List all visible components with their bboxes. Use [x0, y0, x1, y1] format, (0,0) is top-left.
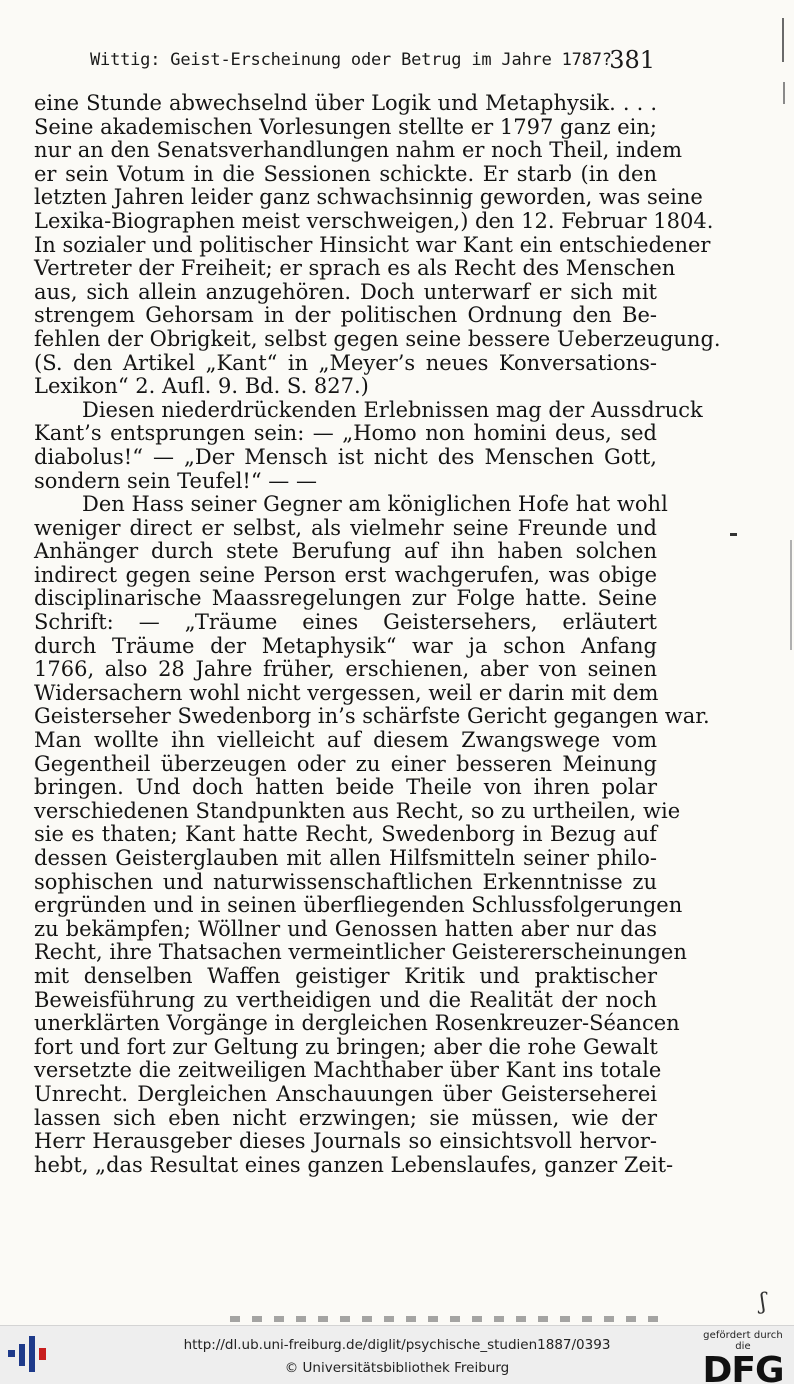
text-line: sophischen und naturwissenschaftlichen Erkenntnisse zu	[34, 869, 657, 894]
text-line: bringen. Und doch hatten beide Theile von ihren polar	[34, 775, 657, 800]
viewer-footer	[0, 1325, 794, 1391]
running-title: Wittig: Geist-Erscheinung oder Betrug im Jahre 1787?	[90, 50, 612, 70]
text-line: aus, sich allein anzugehören. Doch unterwarf er sich mit	[34, 279, 657, 304]
text-line: Schrift: — „Träume eines Geistersehers, erläutert	[34, 610, 657, 635]
text-line: Diesen niederdrückenden Erlebnissen mag der Aussdruck	[82, 397, 703, 422]
dfg-funder-logo	[700, 1328, 786, 1391]
text-line: er sein Votum in die Sessionen schickte. Er starb (in den	[34, 161, 657, 186]
running-header	[90, 44, 665, 78]
text-line: Recht, ihre Thatsachen vermeintlicher Geistererscheinungen	[34, 940, 687, 965]
text-line: Lexika-Biographen meist verschweigen,) den 12. Februar 1804.	[34, 208, 714, 233]
text-line: Herr Herausgeber dieses Journals so einsichtsvoll hervor-	[34, 1129, 657, 1154]
text-line: verschiedenen Standpunkten aus Recht, so zu urtheilen, wie	[34, 798, 681, 823]
text-line: versetzte die zeitweiligen Machthaber über Kant ins totale	[34, 1058, 662, 1083]
text-line: lassen sich eben nicht erzwingen; sie müssen, wie der	[34, 1105, 657, 1130]
funder-logo-text: DFG	[702, 1350, 784, 1391]
funder-caption: gefördert durch die	[703, 1330, 783, 1352]
text-line: zu bekämpfen; Wöllner und Genossen hatten aber nur das	[34, 916, 657, 941]
text-line: Beweisführung zu vertheidigen und die Realität der noch	[34, 987, 657, 1012]
text-line: strengem Gehorsam in der politischen Ordnung den Be-	[34, 303, 657, 328]
text-line: Anhänger durch stete Berufung auf ihn haben solchen	[34, 539, 657, 564]
text-line: dessen Geisterglauben mit allen Hilfsmitteln seiner philo-	[34, 846, 657, 870]
text-line: Man wollte ihn vielleicht auf diesem Zwangswege vom	[34, 728, 657, 753]
scan-mark	[783, 82, 788, 104]
text-line: (S. den Artikel „Kant“ in „Meyer’s neues Konversations-	[34, 350, 657, 375]
text-line: sondern sein Teufel!“ — —	[34, 468, 317, 493]
text-line: 1766, also 28 Jahre früher, erschienen, aber von seinen	[34, 657, 657, 682]
text-line: disciplinarische Maassregelungen zur Folge hatte. Seine	[34, 586, 657, 611]
text-line: indirect gegen seine Person erst wachgerufen, was obige	[34, 562, 657, 587]
scan-mark	[782, 18, 790, 62]
text-line: letzten Jahren leider ganz schwachsinnig geworden, was seine	[34, 185, 703, 210]
body-text	[34, 91, 721, 1177]
text-line: In sozialer und politischer Hinsicht war Kant ein entschiedener	[34, 232, 711, 257]
text-line: ergründen und in seinen überfliegenden Schlussfolgerungen	[34, 893, 683, 918]
text-line: Kant’s entsprungen sein: — „Homo non homini deus, sed	[34, 421, 657, 446]
text-line: hebt, „das Resultat eines ganzen Lebenslaufes, ganzer Zeit-	[34, 1152, 674, 1177]
text-line: fort und fort zur Geltung zu bringen; aber die rohe Gewalt	[34, 1034, 658, 1059]
text-line: Seine akademischen Vorlesungen stellte er 1797 ganz ein;	[34, 114, 657, 139]
ink-speck	[730, 533, 737, 536]
ink-speck: ʃ	[760, 1290, 766, 1315]
text-line: Gegentheil überzeugen oder zu einer besseren Meinung	[34, 751, 657, 776]
text-line: weniger direct er selbst, als vielmehr seine Freunde und	[34, 515, 657, 540]
text-line: unerklärten Vorgänge in dergleichen Rosenkreuzer-Séancen	[34, 1011, 680, 1036]
text-line: fehlen der Obrigkeit, selbst gegen seine bessere Ueberzeugung.	[34, 326, 721, 351]
text-line: Geisterseher Swedenborg in’s schärfste Gericht gegangen war.	[34, 704, 710, 729]
bleed-through-line	[230, 1316, 660, 1322]
scan-edge-marks	[764, 0, 794, 1325]
text-line: Lexikon“ 2. Aufl. 9. Bd. S. 827.)	[34, 374, 369, 399]
permalink-url[interactable]: http://dl.ub.uni-freiburg.de/diglit/psychische_studien1887/0393	[183, 1337, 611, 1353]
text-line: durch Träume der Metaphysik“ war ja schon Anfang	[34, 633, 657, 658]
copyright-notice: © Universitätsbibliothek Freiburg	[284, 1360, 510, 1376]
text-line: mit denselben Waffen geistiger Kritik und praktischer	[34, 963, 657, 988]
text-line: diabolus!“ — „Der Mensch ist nicht des Menschen Gott,	[34, 444, 657, 469]
text-line: sie es thaten; Kant hatte Recht, Swedenborg in Bezug auf	[34, 822, 657, 847]
text-line: eine Stunde abwechselnd über Logik und Metaphysik. . . .	[34, 91, 657, 115]
text-line: Unrecht. Dergleichen Anschauungen über Geisterseherei	[34, 1081, 657, 1106]
text-line: Den Hass seiner Gegner am königlichen Hofe hat wohl	[82, 492, 668, 517]
scan-mark	[790, 540, 792, 650]
page-number: 381	[609, 46, 655, 74]
text-line: nur an den Senatsverhandlungen nahm er noch Theil, indem	[34, 138, 683, 163]
text-line: Widersachern wohl nicht vergessen, weil er darin mit dem	[34, 680, 659, 705]
text-line: Vertreter der Freiheit; er sprach es als Recht des Menschen	[34, 256, 676, 281]
